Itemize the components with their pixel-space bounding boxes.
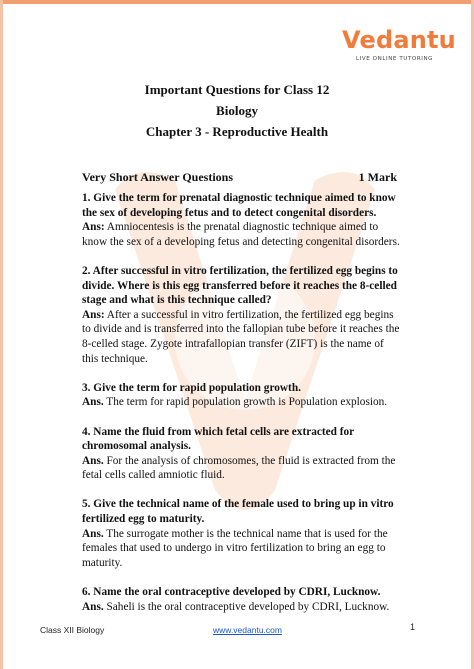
question-item [82, 497, 400, 570]
answer-label: Ans: [82, 221, 105, 234]
footer-class-label: Class XII Biology [40, 625, 105, 635]
question-text: 4. Name the fluid from which fetal cells are extracted for chromosomal analysis. [82, 425, 354, 453]
logo-wordmark: Vedantu [342, 26, 456, 54]
answer-label: Ans: [82, 308, 105, 321]
document-title: Important Questions for Class 12 [144, 82, 330, 97]
question-text: 1. Give the term for prenatal diagnostic technique aimed to know the sex of developing fetus and to detect congenital disorders. [82, 192, 396, 219]
answer-label: Ans. [82, 396, 104, 409]
answer-body: For the analysis of chromosomes, the fluid is extracted from the fetal cells called amniotic fluid. [82, 454, 396, 482]
questions-list [82, 191, 400, 629]
answer-text [82, 220, 400, 249]
page-number: 1 [410, 622, 416, 632]
answer-body: After a successful in vitro fertilization, the fertilized egg begins to divide and is transferred into the fallopian tube before it reaches the 8-celled stage. Zygote intrafallopian transfer (ZIFT) is the name of this technique. [82, 308, 400, 365]
question-item [82, 585, 400, 614]
logo-tagline: LIVE ONLINE TUTORING [356, 56, 434, 62]
footer-website-link[interactable]: www.vedantu.com [213, 625, 282, 635]
question-item [82, 425, 400, 483]
question-item [82, 264, 400, 366]
question-text: 5. Give the technical name of the female used to bring up in vitro fertilized egg to maturity. [82, 498, 394, 526]
section-title: Very Short Answer Questions [82, 170, 234, 184]
subject-title: Biology [216, 103, 258, 118]
page-border-top [0, 0, 474, 4]
section-header [82, 170, 397, 185]
page-border-left [0, 0, 3, 669]
vedantu-logo[interactable] [342, 26, 460, 62]
answer-body: Saheli is the oral contraceptive developed by CDRI, Lucknow. [103, 600, 390, 613]
answer-text [82, 395, 400, 410]
chapter-title: Chapter 3 - Reproductive Health [145, 124, 329, 139]
answer-label: Ans. [82, 527, 104, 540]
question-text: 6. Name the oral contraceptive developed by CDRI, Lucknow. [82, 586, 381, 599]
answer-text [82, 454, 400, 483]
section-marks: 1 Mark [358, 170, 397, 184]
question-text: 2. After successful in vitro fertilization, the fertilized egg begins to divide. Where is this egg transferred before it reaches the 8-celled stage and what is this technique called? [82, 264, 398, 307]
question-item [82, 381, 400, 410]
answer-label: Ans. [82, 454, 104, 467]
question-text: 3. Give the term for rapid population growth. [82, 381, 301, 394]
answer-body: The surrogate mother is the technical name that is used for the females that used to undergo in vitro fertilization to bring an egg to maturity. [82, 527, 388, 569]
answer-body: Amniocentesis is the prenatal diagnostic technique aimed to know the sex of a developing fetus and detecting congenital disorders. [82, 221, 400, 248]
answer-body: The term for rapid population growth is Population explosion. [103, 396, 388, 409]
question-item [82, 191, 400, 249]
answer-text [82, 308, 400, 366]
answer-text [82, 600, 400, 615]
answer-text [82, 527, 400, 571]
answer-label: Ans. [82, 600, 104, 613]
